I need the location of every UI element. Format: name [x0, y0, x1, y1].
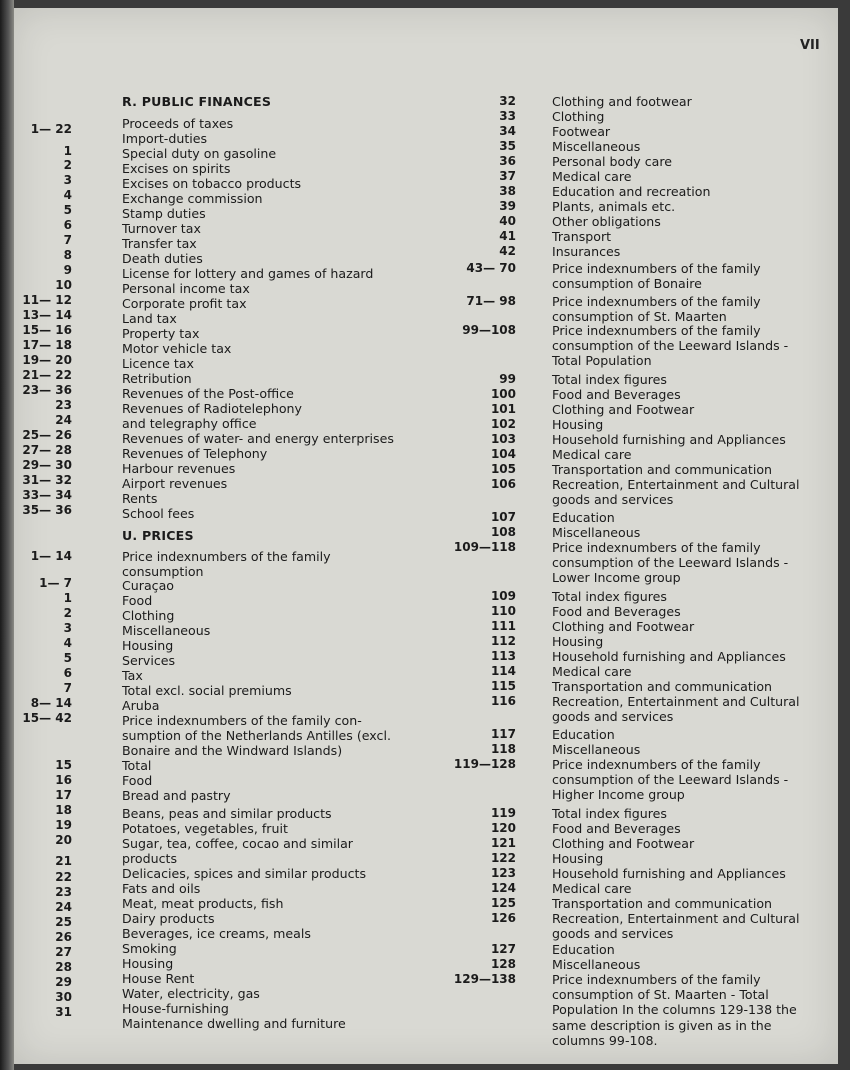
right-entry: Price indexnumbers of the family consumption of Bonaire — [552, 261, 761, 292]
right-entry: Recreation, Entertainment and Cultural goods and services — [552, 911, 800, 942]
right-index-number: 43— 70 — [466, 261, 516, 275]
left-entry: Harbour revenues — [122, 461, 236, 476]
left-entry: Services — [122, 653, 176, 668]
left-index-number: 17 — [55, 788, 72, 802]
left-entry: Land tax — [122, 311, 177, 326]
left-index-number: 3 — [63, 621, 72, 635]
left-entry: Potatoes, vegetables, fruit — [122, 821, 288, 836]
left-entry: Beans, peas and similar products — [122, 806, 332, 821]
left-entry: Food — [122, 593, 153, 608]
left-index-number: 6 — [63, 218, 72, 232]
left-entry: Exchange commission — [122, 191, 263, 206]
right-entry: Education — [552, 942, 615, 957]
left-entry: Personal income tax — [122, 281, 250, 296]
right-index-number: 115 — [490, 679, 516, 693]
left-index-number: 21 — [55, 854, 72, 868]
right-index-number: 32 — [499, 94, 516, 108]
right-entry: Transportation and communication — [552, 679, 773, 694]
left-index-number: 24 — [55, 413, 72, 427]
left-index-number: 25— 26 — [22, 428, 72, 442]
left-entry: Airport revenues — [122, 476, 228, 491]
left-entry: Water, electricity, gas — [122, 986, 260, 1001]
left-index-number: 4 — [63, 636, 72, 650]
right-index-number: 125 — [490, 896, 516, 910]
left-entry: House Rent — [122, 971, 195, 986]
right-entry: Transportation and communication — [552, 462, 773, 477]
left-index-number: 24 — [55, 900, 72, 914]
left-entry: Dairy products — [122, 911, 215, 926]
right-entry: Clothing — [552, 109, 605, 124]
right-entry: Food and Beverages — [552, 604, 681, 619]
left-entry: R. PUBLIC FINANCES — [122, 94, 272, 109]
left-entry: Price indexnumbers of the family con- — [122, 713, 362, 728]
right-index-number: 128 — [490, 957, 516, 971]
right-entry: Household furnishing and Appliances — [552, 866, 786, 881]
right-index-number: 112 — [490, 634, 516, 648]
right-entry: Transport — [552, 229, 612, 244]
right-index-number: 107 — [490, 510, 516, 524]
right-entry: Recreation, Entertainment and Cultural goods and services — [552, 477, 800, 508]
left-entry: Meat, meat products, fish — [122, 896, 284, 911]
right-index-number: 105 — [490, 462, 516, 476]
right-index-number: 42 — [499, 244, 516, 258]
left-index-number: 26 — [55, 930, 72, 944]
left-entry: and telegraphy office — [122, 416, 257, 431]
right-entry: Education — [552, 510, 615, 525]
right-entry: Miscellaneous — [552, 742, 641, 757]
left-index-number: 1 — [63, 591, 72, 605]
left-index-number: 33— 34 — [22, 488, 72, 502]
right-entry: Price indexnumbers of the family consumption of the Leeward Islands - Higher Income group — [552, 757, 789, 803]
right-index-number: 111 — [490, 619, 516, 633]
right-entry: Price indexnumbers of the family consumption of St. Maarten - Total Population In the columns 129-138 the same description is given as in the columns 99-108. — [552, 972, 797, 1048]
left-index-number: 13— 14 — [22, 308, 72, 322]
left-entry: Food — [122, 773, 153, 788]
left-index-number: 19 — [55, 818, 72, 832]
left-entry: U. PRICES — [122, 528, 194, 543]
left-entry: House-furnishing — [122, 1001, 229, 1016]
left-entry: Import-duties — [122, 131, 208, 146]
left-index-number: 27 — [55, 945, 72, 959]
right-entry: Food and Beverages — [552, 387, 681, 402]
right-entry: Price indexnumbers of the family consumption of the Leeward Islands - Lower Income group — [552, 540, 789, 586]
right-entry: Medical care — [552, 881, 632, 896]
left-index-number: 6 — [63, 666, 72, 680]
left-index-number: 25 — [55, 915, 72, 929]
right-index-number: 117 — [490, 727, 516, 741]
left-index-number: 20 — [55, 833, 72, 847]
right-index-number: 38 — [499, 184, 516, 198]
right-entry: Household furnishing and Appliances — [552, 432, 786, 447]
left-entry: Property tax — [122, 326, 200, 341]
left-entry: Housing — [122, 638, 174, 653]
left-index-number: 15— 16 — [22, 323, 72, 337]
right-entry: Education and recreation — [552, 184, 711, 199]
left-index-number: 7 — [63, 681, 72, 695]
left-entry: Motor vehicle tax — [122, 341, 232, 356]
right-index-number: 40 — [499, 214, 516, 228]
left-index-number: 11— 12 — [22, 293, 72, 307]
right-index-number: 101 — [490, 402, 516, 416]
right-index-number: 110 — [490, 604, 516, 618]
right-entry: Clothing and Footwear — [552, 836, 695, 851]
right-entry: Footwear — [552, 124, 611, 139]
left-index-number: 23 — [55, 885, 72, 899]
left-index-number: 31 — [55, 1005, 72, 1019]
left-index-number: 1 — [63, 144, 72, 158]
left-index-number: 31— 32 — [22, 473, 72, 487]
right-index-number: 109—118 — [453, 540, 516, 554]
right-index-number: 35 — [499, 139, 516, 153]
right-entry: Housing — [552, 634, 604, 649]
left-entry: Corporate profit tax — [122, 296, 247, 311]
right-entry: Housing — [552, 851, 604, 866]
left-index-number: 27— 28 — [22, 443, 72, 457]
left-entry: Smoking — [122, 941, 177, 956]
right-index-number: 119—128 — [453, 757, 516, 771]
right-index-number: 103 — [490, 432, 516, 446]
right-index-number: 108 — [490, 525, 516, 539]
left-entry: Housing — [122, 956, 174, 971]
left-entry: sumption of the Netherlands Antilles (excl. — [122, 728, 391, 743]
left-index-number: 8— 14 — [30, 696, 72, 710]
left-entry: Bread and pastry — [122, 788, 231, 803]
right-index-number: 118 — [490, 742, 516, 756]
right-entry: Personal body care — [552, 154, 672, 169]
right-entry: Household furnishing and Appliances — [552, 649, 786, 664]
right-index-number: 114 — [490, 664, 516, 678]
left-entry: Tax — [122, 668, 143, 683]
left-entry: Curaçao — [122, 578, 175, 593]
left-index-number: 15 — [55, 758, 72, 772]
left-entry: Excises on tobacco products — [122, 176, 302, 191]
left-index-number: 2 — [63, 158, 72, 172]
left-index-number: 3 — [63, 173, 72, 187]
right-index-number: 126 — [490, 911, 516, 925]
left-entry: Beverages, ice creams, meals — [122, 926, 311, 941]
right-entry: Price indexnumbers of the family consumption of St. Maarten — [552, 294, 761, 325]
left-index-number: 10 — [55, 278, 72, 292]
right-index-number: 34 — [499, 124, 516, 138]
left-entry: Revenues of Telephony — [122, 446, 268, 461]
right-index-number: 116 — [490, 694, 516, 708]
left-index-number: 15— 42 — [22, 711, 72, 725]
left-index-number: 1— 14 — [30, 549, 72, 563]
right-entry: Housing — [552, 417, 604, 432]
right-entry: Miscellaneous — [552, 139, 641, 154]
right-entry: Transportation and communication — [552, 896, 773, 911]
right-index-number: 123 — [490, 866, 516, 880]
right-entry: Clothing and footwear — [552, 94, 692, 109]
left-index-number: 1— 7 — [39, 576, 72, 590]
left-entry: consumption — [122, 564, 204, 579]
left-index-number: 22 — [55, 870, 72, 884]
left-index-number: 16 — [55, 773, 72, 787]
left-entry: Clothing — [122, 608, 175, 623]
left-index-number: 4 — [63, 188, 72, 202]
left-entry: School fees — [122, 506, 195, 521]
right-entry: Clothing and Footwear — [552, 619, 695, 634]
left-index-number: 2 — [63, 606, 72, 620]
left-entry: Rents — [122, 491, 158, 506]
left-entry: License for lottery and games of hazard — [122, 266, 374, 281]
left-entry: Revenues of Radiotelephony — [122, 401, 302, 416]
left-entry: Miscellaneous — [122, 623, 211, 638]
right-index-number: 36 — [499, 154, 516, 168]
left-index-number: 30 — [55, 990, 72, 1004]
left-entry: Revenues of water- and energy enterprises — [122, 431, 394, 446]
left-index-number: 8 — [63, 248, 72, 262]
right-index-number: 99 — [499, 372, 516, 386]
right-entry: Education — [552, 727, 615, 742]
right-index-number: 99—108 — [462, 323, 516, 337]
left-entry: Death duties — [122, 251, 203, 266]
right-index-number: 122 — [490, 851, 516, 865]
right-entry: Miscellaneous — [552, 525, 641, 540]
left-entry: Retribution — [122, 371, 192, 386]
right-index-number: 119 — [490, 806, 516, 820]
right-index-number: 100 — [490, 387, 516, 401]
left-entry: Fats and oils — [122, 881, 201, 896]
right-entry: Medical care — [552, 447, 632, 462]
left-entry: Total excl. social premiums — [122, 683, 292, 698]
right-entry: Recreation, Entertainment and Cultural goods and services — [552, 694, 800, 725]
left-index-number: 21— 22 — [22, 368, 72, 382]
right-index-number: 120 — [490, 821, 516, 835]
left-entry: Excises on spirits — [122, 161, 231, 176]
left-entry: Transfer tax — [122, 236, 197, 251]
left-index-number: 28 — [55, 960, 72, 974]
right-entry: Medical care — [552, 169, 632, 184]
right-index-number: 37 — [499, 169, 516, 183]
left-index-number: 5 — [63, 651, 72, 665]
left-entry: Price indexnumbers of the family — [122, 549, 331, 564]
right-entry: Food and Beverages — [552, 821, 681, 836]
right-entry: Insurances — [552, 244, 621, 259]
right-index-number: 124 — [490, 881, 516, 895]
right-index-number: 127 — [490, 942, 516, 956]
right-entry: Total index figures — [552, 806, 667, 821]
left-entry: Bonaire and the Windward Islands) — [122, 743, 343, 758]
right-entry: Plants, animals etc. — [552, 199, 676, 214]
right-index-number: 41 — [499, 229, 516, 243]
right-index-number: 71— 98 — [466, 294, 516, 308]
left-entry: Special duty on gasoline — [122, 146, 277, 161]
left-index-number: 19— 20 — [22, 353, 72, 367]
right-index-number: 113 — [490, 649, 516, 663]
left-index-number: 29 — [55, 975, 72, 989]
left-index-number: 23 — [55, 398, 72, 412]
left-entry: Delicacies, spices and similar products — [122, 866, 367, 881]
left-index-number: 9 — [63, 263, 72, 277]
right-index-number: 33 — [499, 109, 516, 123]
right-entry: Other obligations — [552, 214, 661, 229]
left-entry: Stamp duties — [122, 206, 206, 221]
left-index-number: 7 — [63, 233, 72, 247]
left-index-number: 17— 18 — [22, 338, 72, 352]
right-index-number: 109 — [490, 589, 516, 603]
left-entry: Total — [122, 758, 152, 773]
left-entry: Maintenance dwelling and furniture — [122, 1016, 346, 1031]
right-index-number: 121 — [490, 836, 516, 850]
left-entry: Turnover tax — [122, 221, 201, 236]
right-entry: Total index figures — [552, 589, 667, 604]
right-index-number: 106 — [490, 477, 516, 491]
right-entry: Total index figures — [552, 372, 667, 387]
right-entry: Price indexnumbers of the family consumption of the Leeward Islands - Total Population — [552, 323, 789, 369]
right-index-number: 129—138 — [453, 972, 516, 986]
left-entry: Aruba — [122, 698, 160, 713]
left-index-number: 5 — [63, 203, 72, 217]
left-entry: Sugar, tea, coffee, cocao and similar — [122, 836, 353, 851]
left-entry: products — [122, 851, 177, 866]
left-index-number: 29— 30 — [22, 458, 72, 472]
page-number: VII — [800, 38, 820, 53]
right-entry: Medical care — [552, 664, 632, 679]
left-entry: Revenues of the Post-office — [122, 386, 294, 401]
left-entry: Licence tax — [122, 356, 194, 371]
right-index-number: 104 — [490, 447, 516, 461]
left-index-number: 35— 36 — [22, 503, 72, 517]
right-index-number: 39 — [499, 199, 516, 213]
right-index-number: 102 — [490, 417, 516, 431]
left-index-number: 1— 22 — [30, 122, 72, 136]
left-index-number: 18 — [55, 803, 72, 817]
left-entry: Proceeds of taxes — [122, 116, 234, 131]
right-entry: Miscellaneous — [552, 957, 641, 972]
right-entry: Clothing and Footwear — [552, 402, 695, 417]
left-index-number: 23— 36 — [22, 383, 72, 397]
